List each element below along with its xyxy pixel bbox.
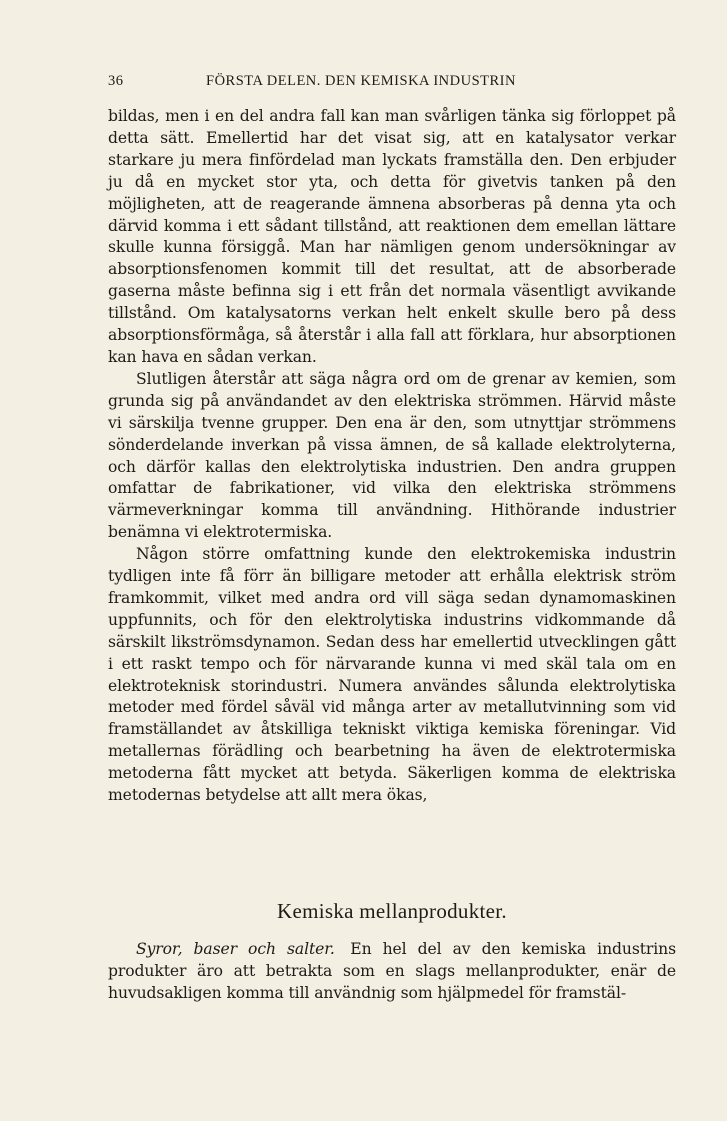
paragraph: Någon större omfattning kunde den elektrokemiska industrin tydligen inte få förr än billigare metoder att erhålla elektrisk ström framkommit, vilket med andra ord vill säga sedan dynamomaskinen uppfunnits, och för den elektrolytiska industrins vidkommande då särskilt likströmsdynamon. Sedan dess har emellertid utvecklingen gått i ett raskt tempo och för närvarande kunna vi med skäl tala om en elektroteknisk storindustri. Numera användes sålunda elektrolytiska metoder med fördel såväl vid många arter av metallutvinning som vid framställandet av åtskilliga tekniskt viktiga kemiska föreningar. Vid metallernas förädling och bearbetning ha även de elektrotermiska metoderna fått mycket att betyda. Säkerligen komma de elektriska metodernas betydelse att allt mera ökas, xyxy=(108,545,676,805)
section-heading: Kemiska mellanprodukter. xyxy=(277,899,507,923)
paragraph xyxy=(108,938,676,1004)
paragraph-body: En hel del av den kemiska industrins produkter äro att betrakta som en slags mellanprodukter, enär de huvudsakligen komma till användnig som hjälpmedel för framstäl- xyxy=(108,940,676,1002)
paragraph: Slutligen återstår att säga några ord om de grenar av kemien, som grunda sig på användandet av den elektriska strömmen. Härvid måste vi särskilja tvenne grupper. Den ena är den, som utnyttjar strömmens sönderdelande inverkan på vissa ämnen, de så kallade elektrolyterna, och därför kallas den elektrolytiska industrien. Den andra gruppen omfattar de fabrikationer, vid vilka den elektriska strömmens värmeverkningar komma till användning. Hithörande industrier benämna vi elektrotermiska. xyxy=(108,369,676,542)
page-number: 36 xyxy=(108,73,124,89)
paragraph: bildas, men i en del andra fall kan man svårligen tänka sig förloppet på detta sätt. Emellertid har det visat sig, att en katalysator verkar starkare ju mera finfördelad man lyckats framställa den. Den erbjuder ju då en mycket stor yta, och detta för givetvis tanken på den möjligheten, att de reagerande ämnena absorberas på denna yta och därvid komma i ett sådant tillstånd, att reaktionen dem emellan lättare skulle kunna försiggå. Man har nämligen genom undersökningar av absorptionsfenomen kommit till det resultat, att de absorberade gaserna måste befinna sig i ett från det normala väsentligt avvikande tillstånd. Om katalysatorns verkan helt enkelt skulle bero på dess absorptionsförmåga, så återstår i alla fall att förklara, hur absorptionen kan hava en sådan verkan. xyxy=(108,107,676,366)
page-header xyxy=(108,73,676,95)
body-text xyxy=(108,106,676,807)
section-text xyxy=(108,938,676,1004)
running-title: FÖRSTA DELEN. DEN KEMISKA INDUSTRIN xyxy=(206,73,516,89)
paragraph-lead: Syror, baser och salter. xyxy=(136,940,335,958)
